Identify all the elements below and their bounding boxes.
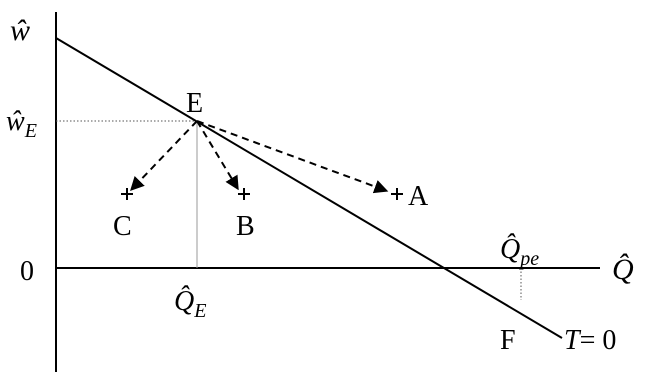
arrow-e-to-a <box>197 121 387 191</box>
arrow-e-to-c <box>131 121 197 190</box>
quantity-pe-sub: pe <box>520 248 540 270</box>
quantity-pe-label <box>500 234 539 270</box>
quantity-e-sub: E <box>194 300 207 322</box>
point-c-label: C <box>113 211 132 242</box>
y-axis-label: ŵ <box>10 14 31 47</box>
arrow-e-to-b <box>197 121 238 189</box>
point-b-marker <box>238 188 250 200</box>
t-zero-eq: = 0 <box>579 325 617 356</box>
wage-e-sub: E <box>24 120 37 142</box>
point-b-label: B <box>236 211 255 242</box>
t-zero-T: T <box>564 325 580 356</box>
wage-e-label <box>6 106 37 142</box>
point-c-marker <box>121 188 133 200</box>
point-a-label: A <box>408 181 429 212</box>
quantity-pe-base: Q̂ <box>500 234 521 265</box>
wage-e-base: ŵ <box>6 106 25 137</box>
point-e-label: E <box>186 88 204 119</box>
point-f-label: F <box>500 325 516 356</box>
point-a-marker <box>391 188 403 200</box>
origin-label: 0 <box>20 256 34 287</box>
x-axis-label: Q̂ <box>612 253 634 286</box>
t-zero-line <box>56 38 562 338</box>
quantity-e-base: Q̂ <box>174 286 195 317</box>
quantity-e-label <box>174 286 206 322</box>
t-zero-label <box>564 325 616 356</box>
